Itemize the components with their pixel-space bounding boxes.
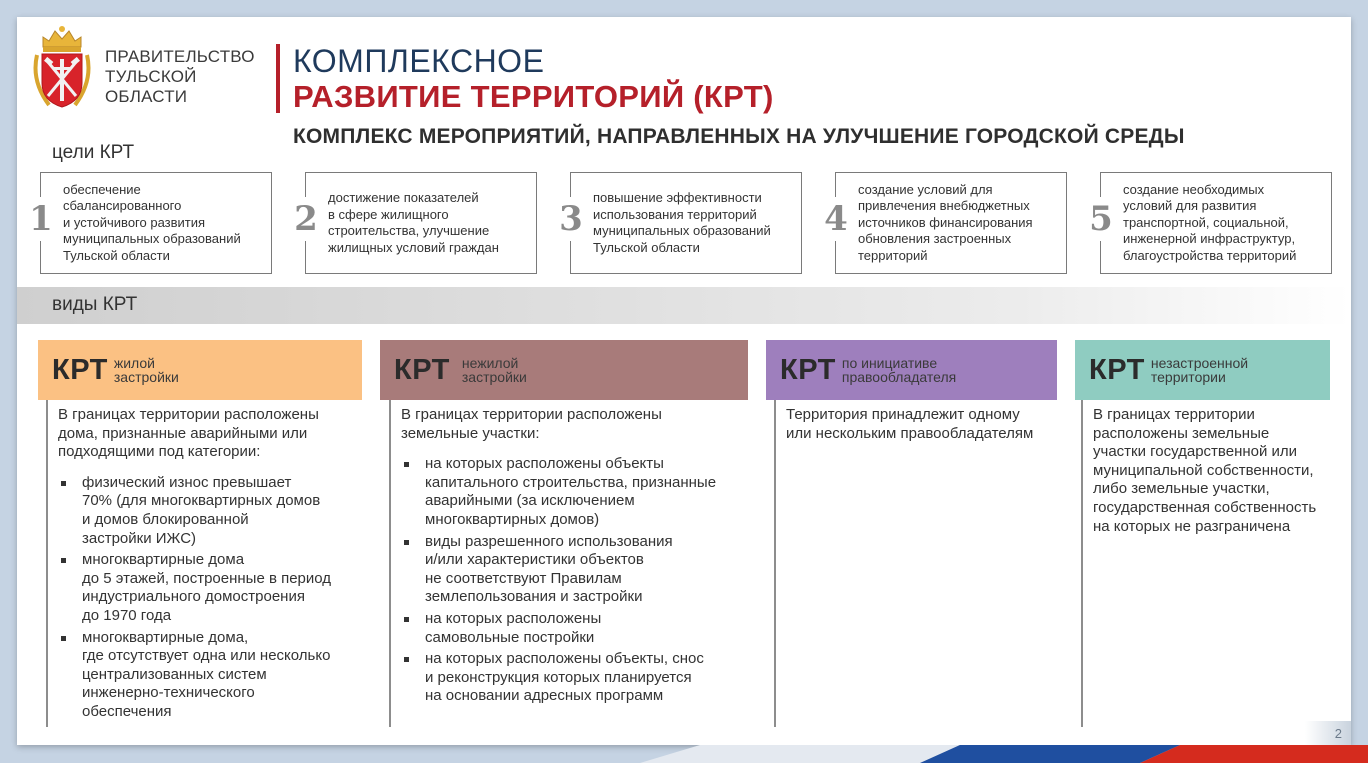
type-subtitle-line: по инициативе	[841, 355, 938, 371]
slide	[17, 17, 1351, 745]
goal-text	[593, 173, 793, 273]
list-item-line: на основании адресных программ	[425, 687, 664, 705]
type-subtitle-line: застройки	[113, 369, 179, 385]
type-abbr: КРТ	[52, 353, 108, 386]
organization-line: ТУЛЬСКОЙ	[105, 67, 197, 86]
type-header-residential	[38, 340, 362, 400]
list-item-line: застройки ИЖС)	[82, 529, 197, 547]
list-item-line: до 5 этажей, построенные в период	[82, 569, 332, 587]
subtitle: КОМПЛЕКС МЕРОПРИЯТИЙ, НАПРАВЛЕННЫХ НА УЛУЧШЕНИЕ ГОРОДСКОЙ СРЕДЫ	[293, 125, 1185, 148]
intro-line: подходящими под категории:	[58, 443, 261, 461]
goal-line: транспортной, социальной,	[1123, 214, 1289, 230]
goal-line: повышение эффективности	[593, 190, 762, 205]
goal-card-1	[29, 172, 272, 274]
type-intro	[58, 406, 356, 462]
list-item-line: централизованных систем	[82, 665, 267, 683]
list-item-line: на которых расположены	[425, 609, 602, 627]
list-item-line: многоквартирных домов)	[425, 510, 600, 528]
list-item-line: 70% (для многоквартирных домов	[82, 492, 321, 510]
goal-card-5	[1089, 172, 1332, 274]
list-item-line: самовольные постройки	[425, 628, 595, 646]
list-item	[401, 650, 744, 706]
intro-line: В границах территории	[1093, 406, 1255, 423]
goal-card-4	[824, 172, 1067, 274]
goal-line: территорий	[858, 247, 928, 263]
list-item	[401, 533, 744, 607]
type-subtitle-line: жилой	[113, 355, 155, 371]
list-item-line: на которых расположены объекты	[425, 455, 664, 473]
type-subtitle	[114, 356, 179, 384]
list-item-line: индустриального домостроения	[82, 588, 305, 606]
criteria-list	[401, 455, 744, 706]
list-item-line: и реконструкция которых планируется	[425, 668, 692, 686]
goal-line: муниципальных образований	[593, 223, 771, 238]
goal-line: условий для развития	[1123, 198, 1257, 214]
list-item-line: и домов блокированной	[82, 510, 249, 528]
goal-line: жилищных условий граждан	[328, 239, 499, 255]
type-subtitle-line: территории	[1150, 369, 1226, 385]
goal-line: и устойчивого развития	[63, 214, 206, 230]
goal-text	[858, 173, 1058, 273]
goals-label: цели КРТ	[52, 142, 135, 163]
goal-line: в сфере жилищного	[328, 206, 449, 222]
goal-line: Тульской области	[63, 247, 170, 263]
list-item	[58, 629, 356, 722]
list-item-line: многоквартирные дома	[82, 551, 245, 569]
type-body-nonresidential	[389, 400, 744, 727]
type-subtitle-line: застройки	[461, 369, 527, 385]
goal-line: Тульской области	[593, 239, 700, 255]
list-item-line: инженерно-технического	[82, 684, 255, 702]
goal-number: 3	[559, 199, 583, 239]
type-intro	[401, 406, 744, 443]
goal-line: обновления застроенных	[858, 231, 1012, 247]
goal-line: достижение показателей	[328, 190, 479, 205]
intro-line: государственная собственность	[1093, 498, 1317, 516]
goal-line: муниципальных образований	[63, 231, 241, 247]
type-subtitle	[462, 356, 527, 384]
goal-line: создание условий для	[858, 181, 993, 197]
intro-line: В границах территории расположены	[58, 406, 319, 423]
goal-line: благоустройства территорий	[1123, 247, 1297, 263]
organization-line: ОБЛАСТИ	[105, 87, 188, 106]
type-body-owner-initiative	[774, 400, 1059, 727]
title-divider	[276, 44, 280, 113]
intro-line: либо земельные участки,	[1093, 480, 1270, 498]
goal-number: 2	[294, 199, 318, 239]
list-item-line: виды разрешенного использования	[425, 532, 673, 550]
goal-line: привлечения внебюджетных	[858, 198, 1030, 214]
list-item-line: до 1970 года	[82, 606, 172, 624]
intro-line: на которых не разграничена	[1093, 517, 1291, 535]
list-item-line: капитального строительства, признанные	[425, 473, 717, 491]
type-subtitle-line: незастроенной	[1150, 355, 1249, 371]
type-subtitle	[1151, 356, 1248, 384]
goal-line: использования территорий	[593, 206, 757, 222]
type-header-owner-initiative	[766, 340, 1057, 400]
types-label: виды КРТ	[52, 294, 138, 315]
title-line-2: РАЗВИТИЕ ТЕРРИТОРИЙ (КРТ)	[293, 79, 774, 114]
intro-line: участки государственной или	[1093, 443, 1298, 461]
type-abbr: КРТ	[394, 353, 450, 386]
page-number: 2	[1305, 721, 1351, 745]
coat-of-arms-icon	[29, 21, 95, 113]
intro-line: или нескольким правообладателям	[786, 424, 1034, 442]
type-abbr: КРТ	[1089, 353, 1145, 386]
goal-text	[328, 173, 528, 273]
goal-number: 1	[29, 199, 53, 239]
list-item-line: обеспечения	[82, 702, 172, 720]
type-header-undeveloped	[1075, 340, 1330, 400]
type-subtitle-line: нежилой	[461, 355, 519, 371]
list-item-line: аварийными (за исключением	[425, 492, 635, 510]
type-body-residential	[46, 400, 356, 727]
title-line-1: КОМПЛЕКСНОЕ	[293, 43, 545, 79]
goal-text	[1123, 173, 1323, 273]
list-item-line: и/или характеристики объектов	[425, 551, 644, 569]
intro-line: расположены земельные	[1093, 424, 1270, 442]
list-item-line: физический износ превышает	[82, 473, 292, 491]
goal-line: обеспечение	[63, 181, 141, 197]
goal-line: создание необходимых	[1123, 181, 1265, 197]
types-band	[17, 287, 1351, 324]
goal-line: источников финансирования	[858, 214, 1033, 230]
goal-line: сбалансированного	[63, 198, 182, 214]
list-item-line: не соответствуют Правилам	[425, 569, 622, 587]
organization-name	[105, 47, 255, 107]
intro-line: Территория принадлежит одному	[786, 406, 1020, 423]
intro-line: дома, признанные аварийными или	[58, 424, 308, 442]
type-abbr: КРТ	[780, 353, 836, 386]
goal-text	[63, 173, 263, 273]
intro-line: земельные участки:	[401, 424, 540, 442]
list-item-line: где отсутствует одна или несколько	[82, 647, 331, 665]
organization-line: ПРАВИТЕЛЬСТВО	[105, 47, 255, 66]
goal-line: строительства, улучшение	[328, 223, 490, 238]
type-subtitle	[842, 356, 956, 384]
type-subtitle-line: правообладателя	[841, 369, 957, 385]
list-item	[401, 610, 744, 647]
type-intro	[786, 406, 1059, 443]
goal-line: инженерной инфраструктур,	[1123, 231, 1296, 247]
list-item-line: многоквартирные дома,	[82, 628, 249, 646]
list-item-line: землепользования и застройки	[425, 588, 643, 606]
list-item	[58, 474, 356, 548]
intro-line: В границах территории расположены	[401, 406, 662, 423]
goal-number: 4	[824, 199, 848, 239]
goal-card-3	[559, 172, 802, 274]
goal-card-2	[294, 172, 537, 274]
goal-number: 5	[1089, 199, 1113, 239]
type-intro	[1093, 406, 1343, 536]
criteria-list	[58, 474, 356, 722]
list-item-line: на которых расположены объекты, снос	[425, 650, 704, 668]
type-header-nonresidential	[380, 340, 748, 400]
list-item	[58, 551, 356, 625]
type-body-undeveloped	[1081, 400, 1343, 727]
list-item	[401, 455, 744, 529]
intro-line: муниципальной собственности,	[1093, 461, 1314, 479]
tricolor-ribbon	[0, 745, 1368, 763]
